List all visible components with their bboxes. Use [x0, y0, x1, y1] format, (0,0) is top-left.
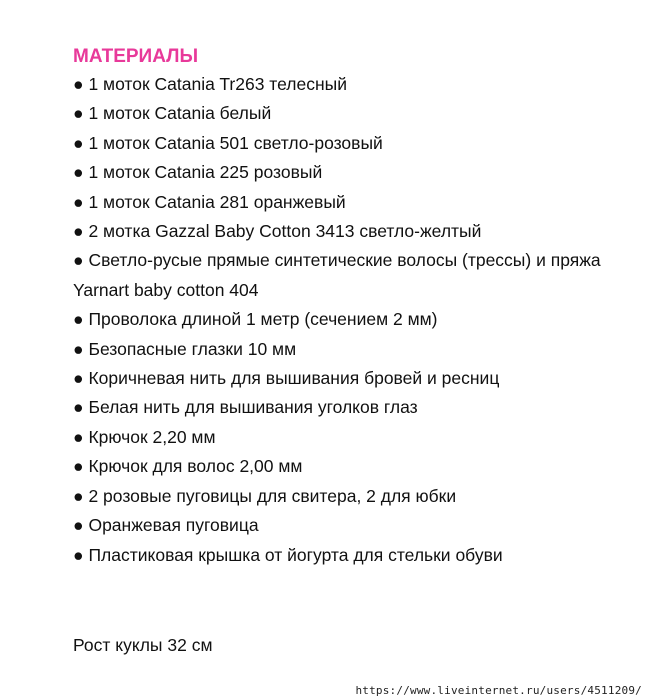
bullet-icon: ●	[73, 485, 84, 506]
list-item-text: 1 моток Catania белый	[88, 103, 272, 124]
list-item	[73, 393, 618, 422]
list-item-text: Оранжевая пуговица	[88, 515, 259, 536]
list-item	[73, 188, 618, 217]
doll-height-note: Рост куклы 32 см	[73, 635, 213, 655]
list-item	[73, 99, 618, 128]
list-item	[73, 482, 618, 511]
materials-list	[73, 70, 618, 570]
bullet-icon: ●	[73, 191, 84, 212]
list-item	[73, 246, 618, 305]
list-item-text: 1 моток Catania 501 светло-розовый	[88, 132, 383, 153]
list-item	[73, 364, 618, 393]
list-item-text: Белая нить для вышивания уголков глаз	[88, 397, 418, 418]
bullet-icon: ●	[73, 426, 84, 447]
list-item	[73, 217, 618, 246]
bullet-icon: ●	[73, 456, 84, 477]
list-item	[73, 423, 618, 452]
list-item-text: Крючок 2,20 мм	[88, 426, 216, 447]
list-item-text: Безопасные глазки 10 мм	[88, 338, 297, 359]
list-item	[73, 541, 618, 570]
bullet-icon: ●	[73, 368, 84, 389]
bullet-icon: ●	[73, 250, 84, 271]
watermark-url: https://www.liveinternet.ru/users/4511209/	[355, 684, 642, 697]
materials-section	[73, 44, 618, 570]
bullet-icon: ●	[73, 221, 84, 242]
bullet-icon: ●	[73, 103, 84, 124]
bullet-icon: ●	[73, 338, 84, 359]
list-item-text: 1 моток Catania 225 розовый	[88, 162, 323, 183]
list-item	[73, 129, 618, 158]
list-item-text: 1 моток Catania Tr263 телесный	[88, 74, 347, 94]
list-item-text: Коричневая нить для вышивания бровей и ресниц	[88, 368, 500, 389]
bullet-icon: ●	[73, 544, 84, 565]
list-item-text: 2 мотка Gazzal Baby Cotton 3413 светло-желтый	[88, 221, 482, 242]
list-item	[73, 335, 618, 364]
list-item-text: 2 розовые пуговицы для свитера, 2 для юбки	[88, 485, 457, 506]
list-item	[73, 511, 618, 540]
list-item-text: Проволока длиной 1 метр (сечением 2 мм)	[88, 309, 438, 330]
bullet-icon: ●	[73, 162, 84, 183]
bullet-icon: ●	[73, 132, 84, 153]
list-item-text: Пластиковая крышка от йогурта для стельки обуви	[88, 544, 503, 565]
bullet-icon: ●	[73, 309, 84, 330]
list-item-text: 1 моток Catania 281 оранжевый	[88, 191, 346, 212]
bullet-icon: ●	[73, 397, 84, 418]
list-item	[73, 305, 618, 334]
materials-heading: МАТЕРИАЛЫ	[73, 46, 199, 67]
list-item	[73, 452, 618, 481]
list-item-text: Крючок для волос 2,00 мм	[88, 456, 303, 477]
list-item	[73, 158, 618, 187]
bullet-icon: ●	[73, 515, 84, 536]
list-item	[73, 70, 618, 99]
bullet-icon: ●	[73, 74, 84, 94]
list-item-text: Светло-русые прямые синтетические волосы (трессы) и пряжа Yarnart baby cotton 404	[73, 250, 601, 300]
